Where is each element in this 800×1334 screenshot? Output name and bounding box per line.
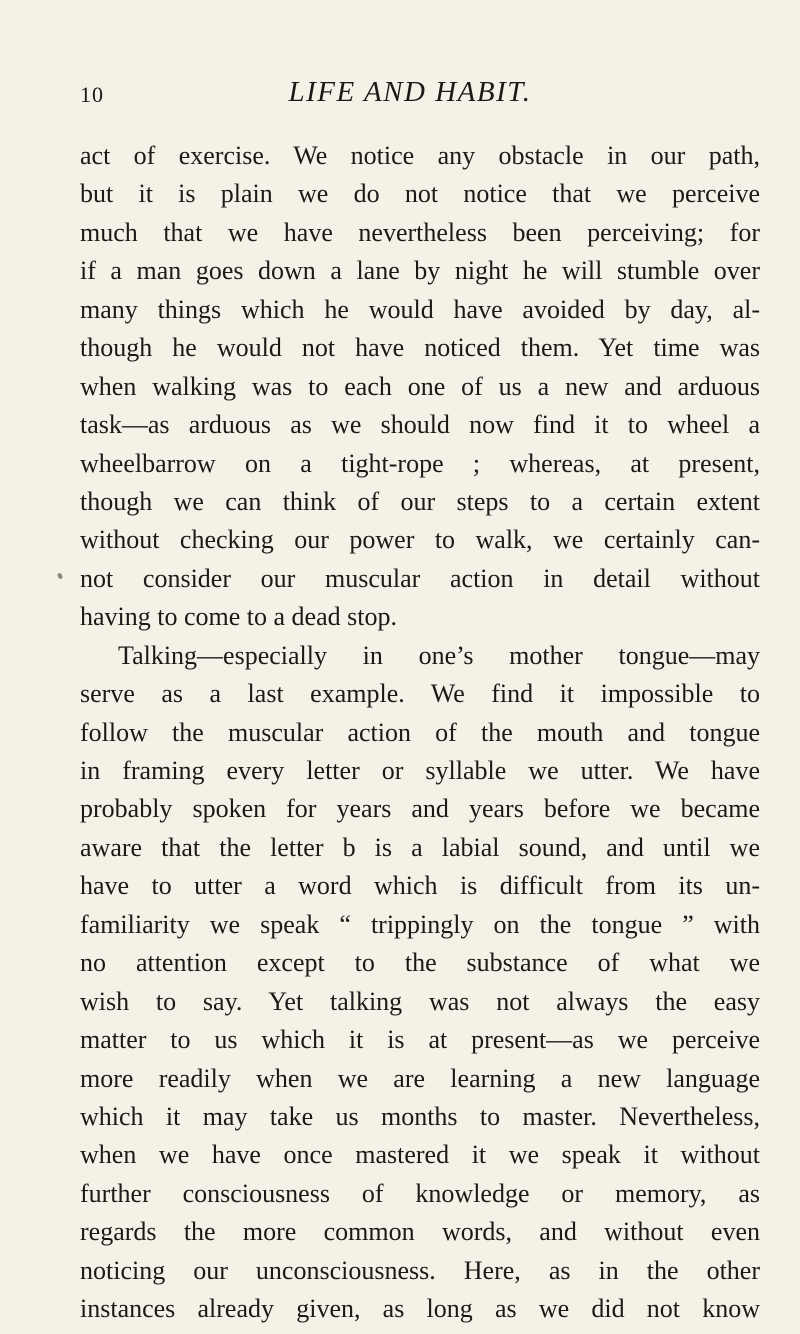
text-line: but it is plain we do not notice that we perceive xyxy=(80,179,760,209)
running-head xyxy=(0,72,800,112)
text-line: when we have once mastered it we speak it without xyxy=(80,1140,760,1170)
paragraph-end-line: having to come to a dead stop. xyxy=(80,602,397,632)
text-line: wheelbarrow on a tight-rope ; whereas, at present, xyxy=(80,448,760,478)
body-text xyxy=(80,137,760,1329)
paragraph-start-line: Talking—especially in one’s mother tongue—may xyxy=(118,640,760,670)
page-number: 10 xyxy=(80,82,104,107)
text-line: aware that the letter b is a labial sound, and until we xyxy=(80,832,760,862)
ink-speck xyxy=(57,572,63,579)
text-line: not consider our muscular action in detail without xyxy=(80,563,760,593)
text-line: serve as a last example. We find it impossible to xyxy=(80,679,760,709)
text-line: instances already given, as long as we did not know xyxy=(80,1294,760,1324)
text-line: though we can think of our steps to a certain extent xyxy=(80,486,760,516)
text-line: many things which he would have avoided by day, al- xyxy=(80,294,760,324)
text-line: familiarity we speak “ trippingly on the tongue ” with xyxy=(80,909,760,939)
text-line: no attention except to the substance of what we xyxy=(80,948,760,978)
text-line: in framing every letter or syllable we utter. We have xyxy=(80,756,760,785)
text-line: if a man goes down a lane by night he will stumble over xyxy=(80,256,760,286)
text-line: when walking was to each one of us a new and arduous xyxy=(80,371,760,401)
text-line: which it may take us months to master. Nevertheless, xyxy=(80,1101,760,1131)
text-line: more readily when we are learning a new language xyxy=(80,1063,760,1093)
text-line: act of exercise. We notice any obstacle in our path, xyxy=(80,141,760,170)
text-line: matter to us which it is at present—as we perceive xyxy=(80,1025,760,1055)
text-line: task—as arduous as we should now find it to wheel a xyxy=(80,410,760,440)
text-line: wish to say. Yet talking was not always the easy xyxy=(80,986,760,1016)
text-line: though he would not have noticed them. Yet time was xyxy=(80,333,760,363)
text-line: have to utter a word which is difficult from its un- xyxy=(80,871,760,901)
text-line: much that we have nevertheless been perceiving; for xyxy=(80,217,760,247)
running-title: LIFE AND HABIT. xyxy=(288,76,532,108)
text-line: probably spoken for years and years before we became xyxy=(80,794,760,824)
text-line: regards the more common words, and without even xyxy=(80,1217,760,1247)
text-line: noticing our unconsciousness. Here, as in the other xyxy=(80,1255,760,1285)
text-line: without checking our power to walk, we certainly can- xyxy=(80,525,760,555)
text-line: further consciousness of knowledge or memory, as xyxy=(80,1178,760,1208)
text-line: follow the muscular action of the mouth and tongue xyxy=(80,717,760,747)
